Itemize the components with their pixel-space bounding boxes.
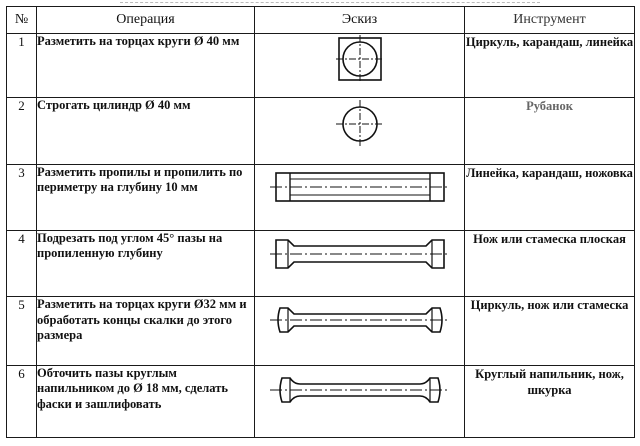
tool-text: Нож или стамеска плоская [465, 230, 635, 296]
row-number: 5 [7, 297, 37, 365]
table-row [7, 297, 635, 365]
circle-centerlines-icon [330, 98, 390, 150]
tool-text: Круглый напильник, нож, шкурка [465, 365, 635, 437]
row-number: 4 [7, 230, 37, 296]
row-number: 6 [7, 365, 37, 437]
operation-text: Обточить пазы круглым напильником до Ø 18 мм, сделать фаски и зашлифовать [37, 365, 255, 437]
sketch-cell [255, 297, 465, 365]
tool-text: Рубанок [465, 98, 635, 164]
tool-text: Циркуль, нож или стамеска [465, 297, 635, 365]
operations-table [6, 6, 635, 438]
table-row [7, 230, 635, 296]
sketch-cell [255, 34, 465, 98]
table-header-row [7, 7, 635, 34]
rolling-pin-finished-icon [270, 366, 450, 414]
row-number: 2 [7, 98, 37, 164]
sketch-cell [255, 164, 465, 230]
cylinder-cuts-icon [270, 165, 450, 209]
tool-text: Линейка, карандаш, ножовка [465, 164, 635, 230]
table-row [7, 164, 635, 230]
cropped-caption-edge [120, 0, 540, 3]
operation-text: Разметить пропилы и пропилить по периметру на глубину 10 мм [37, 164, 255, 230]
header-operation: Операция [37, 7, 255, 34]
table-row [7, 365, 635, 437]
operation-text: Строгать цилиндр Ø 40 мм [37, 98, 255, 164]
row-number: 3 [7, 164, 37, 230]
sketch-cell [255, 98, 465, 164]
operation-text: Разметить на торцах круги Ø32 мм и обработать концы скалки до этого размера [37, 297, 255, 365]
cylinder-chamfer-icon [270, 231, 450, 277]
table-row [7, 34, 635, 98]
header-sketch: Эскиз [255, 7, 465, 34]
operation-text: Подрезать под углом 45° пазы на пропиленную глубину [37, 230, 255, 296]
square-with-circle-icon [330, 34, 390, 86]
tool-text: Циркуль, карандаш, линейка [465, 34, 635, 98]
header-num: № [7, 7, 37, 34]
sketch-cell [255, 365, 465, 437]
table-row [7, 98, 635, 164]
operation-text: Разметить на торцах круги Ø 40 мм [37, 34, 255, 98]
rolling-pin-ends-icon [270, 297, 450, 343]
header-tool: Инструмент [465, 7, 635, 34]
row-number: 1 [7, 34, 37, 98]
sketch-cell [255, 230, 465, 296]
